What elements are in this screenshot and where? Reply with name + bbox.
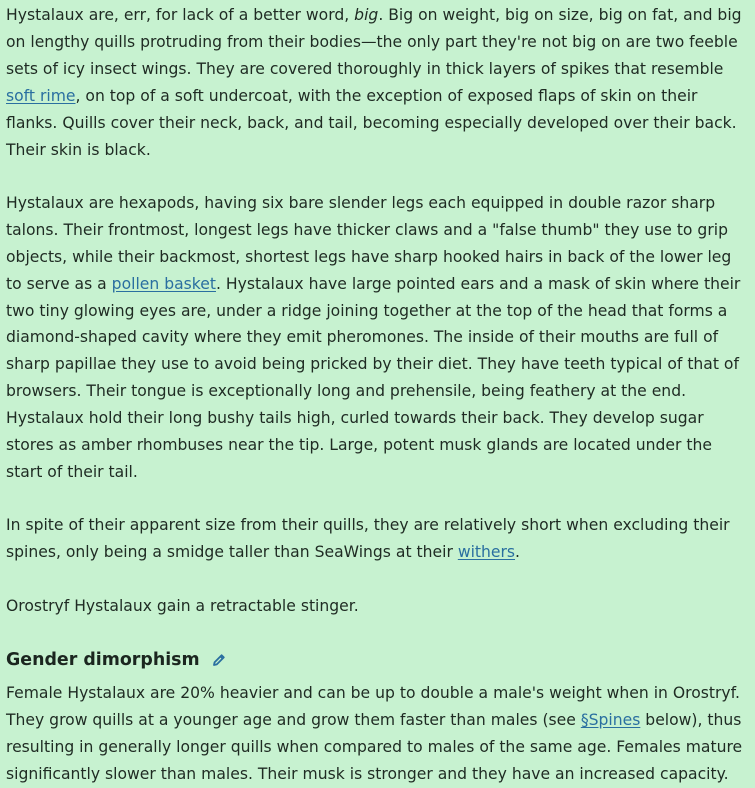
paragraph-text: Orostryf Hystalaux gain a retractable stinger. [6,596,359,615]
paragraph-text: Hystalaux are, err, for lack of a better word, [6,6,355,24]
section-heading [6,646,748,674]
paragraph-orostryf [6,593,748,620]
paragraph-text: In spite of their apparent size from their quills, they are relatively short when excluding their spines, only being a smidge taller than SeaWings at their [6,516,730,562]
paragraph-text: Female Hystalaux are 20% heavier and can be up to double a male's weight when in Orostryf. They grow quills at a younger age and grow them faster than males (see [6,684,740,730]
paragraph-size [6,512,748,566]
paragraph-text: . Hystalaux have large pointed ears and a mask of skin where their two tiny glowing eyes are, under a ridge joining together at the top of the head that forms a diamond-shaped cavity where they emit pheromones. The inside of their mouths are full of sharp papillae they use to avoid being pricked by their diet. They have teeth typical of that of browsers. Their tongue is exceptionally long and prehensile, being feathery at the end. Hystalaux hold their long bushy tails high, curled towards their back. They develop sugar stores as amber rhombuses near the tip. Large, potent musk glands are located under the start of their tail. [6,274,741,481]
paragraph-appearance [6,2,748,163]
paragraph-text: . [515,543,520,562]
paragraph-anatomy [6,190,748,486]
section-title: Gender dimorphism [6,650,200,671]
soft-rime-link[interactable]: soft rime [6,86,76,105]
paragraph-text: . Big on weight, big on size, big on fat, and big on lengthy quills protruding from their bodies—the only part they're not big on are two feeble sets of icy insect wings. They are covered thoroughly in thick layers of spikes that resemble [6,6,742,78]
paragraph-text: , on top of a soft undercoat, with the exception of exposed flaps of skin on their flanks. Quills cover their neck, back, and tail, becoming especially developed over their back. Their skin is black. [6,86,737,159]
article-body [6,2,748,788]
withers-link[interactable]: withers [457,543,516,562]
paragraph-text: Hystalaux are hexapods, having six bare slender legs each equipped in double razor sharp talons. Their frontmost, longest legs have thicker claws and a "false thumb" they use to grip objects, while their backmost, shortest legs have sharp hooked hairs in back of the lower leg to serve as a [6,193,732,293]
spines-section-link[interactable]: §Spines [580,711,641,730]
paragraph-gender-dimorphism [6,680,748,788]
pencil-edit-icon[interactable] [210,651,228,669]
paragraph-text: below), thus resulting in generally longer quills when compared to males of the same age. Females mature significantly slower than males. Their musk is stronger and they have an increased capacity. [6,711,743,783]
pollen-basket-link[interactable]: pollen basket [111,274,216,293]
emphasis-text: big [354,6,379,24]
